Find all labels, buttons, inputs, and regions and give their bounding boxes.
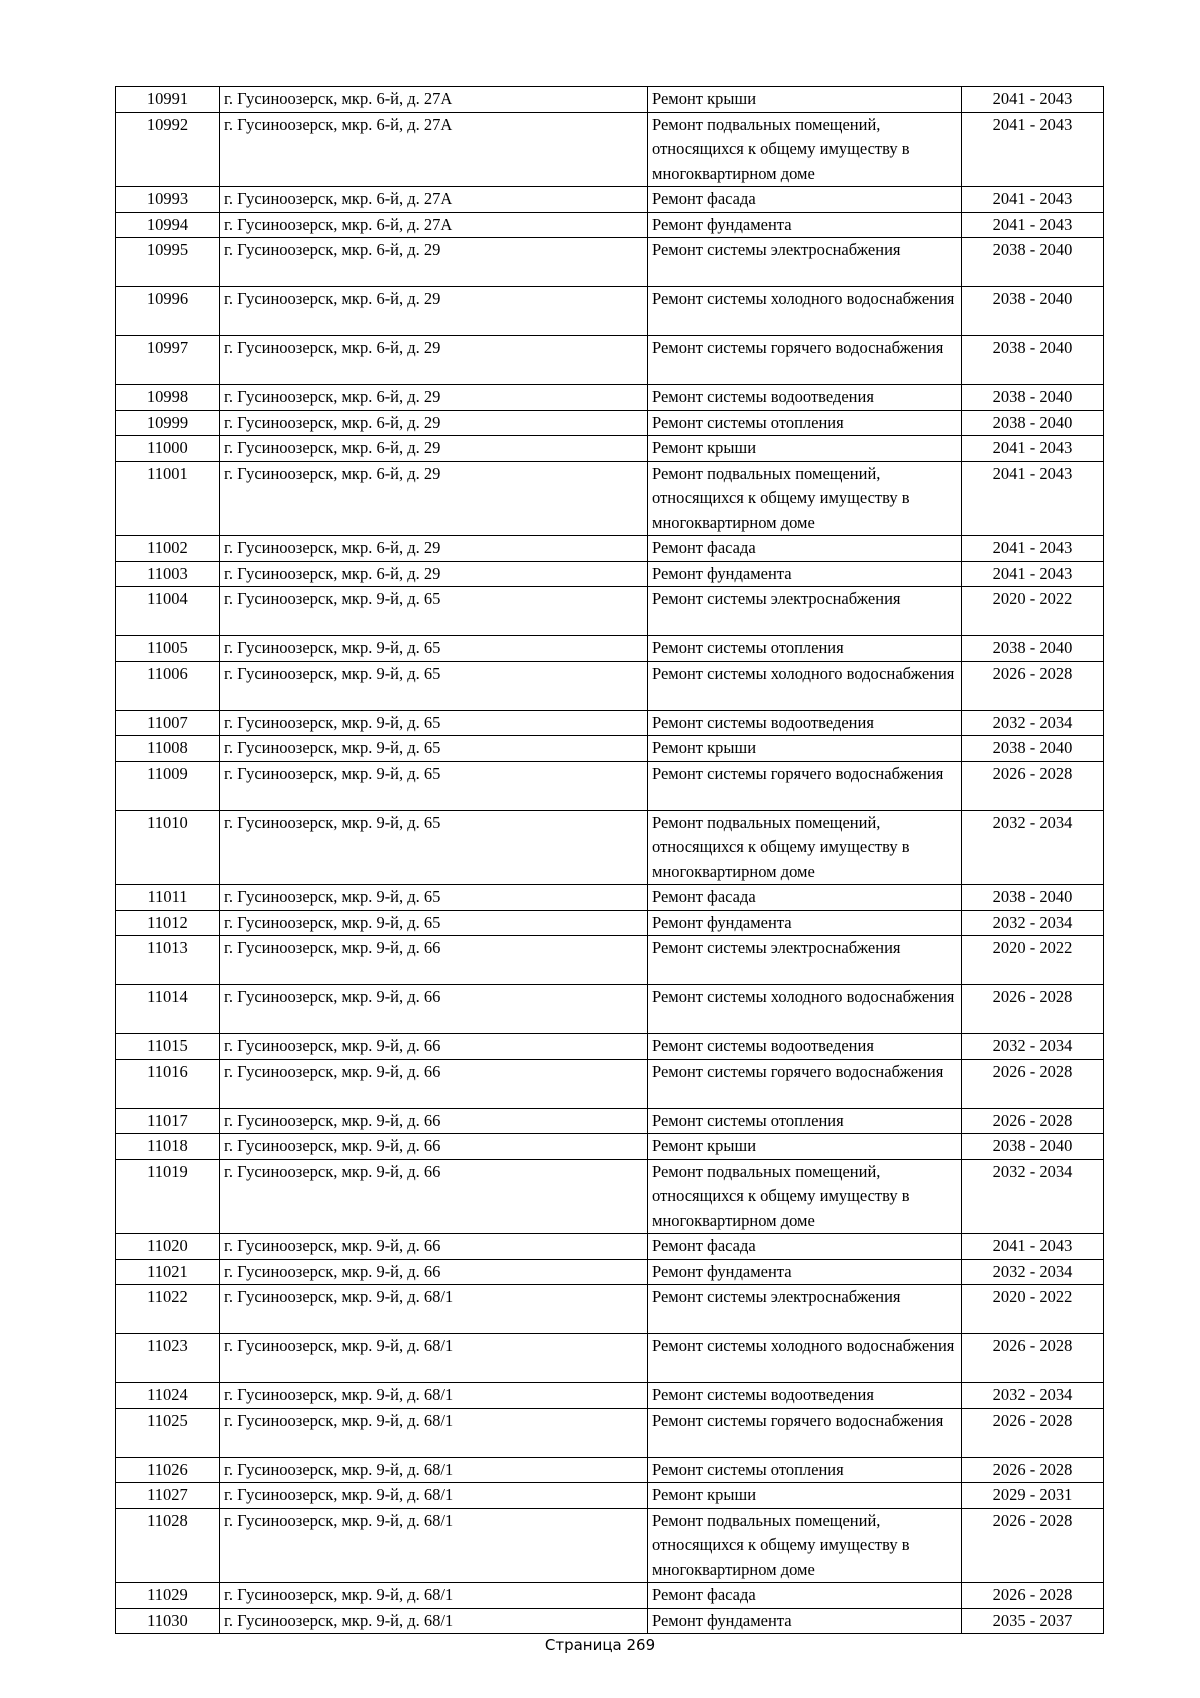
row-number-cell: 11012: [116, 910, 220, 936]
address-cell: г. Гусиноозерск, мкр. 9-й, д. 65: [220, 636, 648, 662]
address-cell: г. Гусиноозерск, мкр. 9-й, д. 66: [220, 1159, 648, 1234]
row-number-cell: 11013: [116, 936, 220, 985]
address-cell: г. Гусиноозерск, мкр. 9-й, д. 68/1: [220, 1383, 648, 1409]
page-number: Страница 269: [544, 1636, 656, 1654]
row-number-cell: 10995: [116, 238, 220, 287]
period-cell: 2041 - 2043: [962, 112, 1104, 187]
table-row: [116, 936, 1104, 985]
table-row: [116, 985, 1104, 1034]
address-cell: г. Гусиноозерск, мкр. 9-й, д. 66: [220, 1034, 648, 1060]
row-number-cell: 11026: [116, 1457, 220, 1483]
work-type-cell: Ремонт фундамента: [648, 910, 962, 936]
row-number-cell: 11023: [116, 1334, 220, 1383]
work-type-cell: Ремонт системы горячего водоснабжения: [648, 336, 962, 385]
table-row: [116, 885, 1104, 911]
address-cell: г. Гусиноозерск, мкр. 9-й, д. 68/1: [220, 1457, 648, 1483]
period-cell: 2038 - 2040: [962, 1134, 1104, 1160]
table-row: [116, 661, 1104, 710]
address-cell: г. Гусиноозерск, мкр. 9-й, д. 66: [220, 1108, 648, 1134]
work-type-cell: Ремонт фундамента: [648, 1259, 962, 1285]
period-cell: 2041 - 2043: [962, 561, 1104, 587]
row-number-cell: 11030: [116, 1608, 220, 1634]
work-type-cell: Ремонт фасада: [648, 1583, 962, 1609]
table-row: [116, 461, 1104, 536]
work-type-cell: Ремонт системы холодного водоснабжения: [648, 1334, 962, 1383]
period-cell: 2038 - 2040: [962, 636, 1104, 662]
period-cell: 2041 - 2043: [962, 212, 1104, 238]
row-number-cell: 11028: [116, 1508, 220, 1583]
work-type-cell: Ремонт крыши: [648, 436, 962, 462]
table-row: [116, 1483, 1104, 1509]
table-row: [116, 587, 1104, 636]
work-type-cell: Ремонт системы водоотведения: [648, 385, 962, 411]
work-type-cell: Ремонт системы электроснабжения: [648, 936, 962, 985]
period-cell: 2041 - 2043: [962, 461, 1104, 536]
work-type-cell: Ремонт системы холодного водоснабжения: [648, 985, 962, 1034]
address-cell: г. Гусиноозерск, мкр. 9-й, д. 65: [220, 587, 648, 636]
period-cell: 2038 - 2040: [962, 336, 1104, 385]
address-cell: г. Гусиноозерск, мкр. 6-й, д. 29: [220, 436, 648, 462]
address-cell: г. Гусиноозерск, мкр. 6-й, д. 27А: [220, 87, 648, 113]
period-cell: 2026 - 2028: [962, 1508, 1104, 1583]
period-cell: 2041 - 2043: [962, 187, 1104, 213]
address-cell: г. Гусиноозерск, мкр. 9-й, д. 68/1: [220, 1408, 648, 1457]
address-cell: г. Гусиноозерск, мкр. 9-й, д. 65: [220, 761, 648, 810]
period-cell: 2026 - 2028: [962, 761, 1104, 810]
period-cell: 2026 - 2028: [962, 1583, 1104, 1609]
address-cell: г. Гусиноозерск, мкр. 9-й, д. 66: [220, 1259, 648, 1285]
work-type-cell: Ремонт фасада: [648, 187, 962, 213]
table-row: [116, 1608, 1104, 1634]
table-row: [116, 810, 1104, 885]
table-row: [116, 736, 1104, 762]
table-row: [116, 1259, 1104, 1285]
period-cell: 2032 - 2034: [962, 1383, 1104, 1409]
row-number-cell: 11005: [116, 636, 220, 662]
row-number-cell: 11010: [116, 810, 220, 885]
table-row: [116, 187, 1104, 213]
period-cell: 2038 - 2040: [962, 885, 1104, 911]
table-row: [116, 87, 1104, 113]
row-number-cell: 11007: [116, 710, 220, 736]
work-type-cell: Ремонт фасада: [648, 536, 962, 562]
address-cell: г. Гусиноозерск, мкр. 6-й, д. 29: [220, 336, 648, 385]
work-type-cell: Ремонт системы холодного водоснабжения: [648, 287, 962, 336]
address-cell: г. Гусиноозерск, мкр. 9-й, д. 65: [220, 910, 648, 936]
address-cell: г. Гусиноозерск, мкр. 6-й, д. 29: [220, 536, 648, 562]
address-cell: г. Гусиноозерск, мкр. 9-й, д. 65: [220, 885, 648, 911]
period-cell: 2032 - 2034: [962, 810, 1104, 885]
row-number-cell: 11001: [116, 461, 220, 536]
work-type-cell: Ремонт фундамента: [648, 1608, 962, 1634]
work-type-cell: Ремонт крыши: [648, 1134, 962, 1160]
work-type-cell: Ремонт фасада: [648, 885, 962, 911]
address-cell: г. Гусиноозерск, мкр. 6-й, д. 29: [220, 410, 648, 436]
row-number-cell: 11029: [116, 1583, 220, 1609]
row-number-cell: 10992: [116, 112, 220, 187]
address-cell: г. Гусиноозерск, мкр. 9-й, д. 68/1: [220, 1508, 648, 1583]
work-type-cell: Ремонт подвальных помещений, относящихся к общему имуществу в многоквартирном доме: [648, 810, 962, 885]
row-number-cell: 11002: [116, 536, 220, 562]
work-type-cell: Ремонт системы холодного водоснабжения: [648, 661, 962, 710]
address-cell: г. Гусиноозерск, мкр. 9-й, д. 66: [220, 1234, 648, 1260]
period-cell: 2020 - 2022: [962, 936, 1104, 985]
row-number-cell: 10994: [116, 212, 220, 238]
table-row: [116, 1034, 1104, 1060]
work-type-cell: Ремонт системы отопления: [648, 1108, 962, 1134]
period-cell: 2020 - 2022: [962, 587, 1104, 636]
period-cell: 2032 - 2034: [962, 1259, 1104, 1285]
row-number-cell: 10998: [116, 385, 220, 411]
work-type-cell: Ремонт подвальных помещений, относящихся к общему имуществу в многоквартирном доме: [648, 1508, 962, 1583]
work-type-cell: Ремонт подвальных помещений, относящихся к общему имуществу в многоквартирном доме: [648, 461, 962, 536]
row-number-cell: 11011: [116, 885, 220, 911]
period-cell: 2038 - 2040: [962, 238, 1104, 287]
table-row: [116, 385, 1104, 411]
work-type-cell: Ремонт подвальных помещений, относящихся к общему имуществу в многоквартирном доме: [648, 112, 962, 187]
period-cell: 2035 - 2037: [962, 1608, 1104, 1634]
period-cell: 2026 - 2028: [962, 1334, 1104, 1383]
period-cell: 2032 - 2034: [962, 910, 1104, 936]
work-type-cell: Ремонт системы горячего водоснабжения: [648, 1059, 962, 1108]
table-row: [116, 761, 1104, 810]
address-cell: г. Гусиноозерск, мкр. 9-й, д. 65: [220, 810, 648, 885]
address-cell: г. Гусиноозерск, мкр. 9-й, д. 68/1: [220, 1285, 648, 1334]
address-cell: г. Гусиноозерск, мкр. 9-й, д. 66: [220, 985, 648, 1034]
work-type-cell: Ремонт системы электроснабжения: [648, 238, 962, 287]
work-type-cell: Ремонт системы водоотведения: [648, 1034, 962, 1060]
address-cell: г. Гусиноозерск, мкр. 9-й, д. 65: [220, 736, 648, 762]
address-cell: г. Гусиноозерск, мкр. 6-й, д. 29: [220, 385, 648, 411]
table-row: [116, 1383, 1104, 1409]
period-cell: 2026 - 2028: [962, 1108, 1104, 1134]
row-number-cell: 11009: [116, 761, 220, 810]
period-cell: 2029 - 2031: [962, 1483, 1104, 1509]
address-cell: г. Гусиноозерск, мкр. 9-й, д. 68/1: [220, 1583, 648, 1609]
period-cell: 2041 - 2043: [962, 436, 1104, 462]
address-cell: г. Гусиноозерск, мкр. 6-й, д. 29: [220, 238, 648, 287]
period-cell: 2026 - 2028: [962, 1457, 1104, 1483]
table-row: [116, 1234, 1104, 1260]
work-type-cell: Ремонт системы электроснабжения: [648, 587, 962, 636]
row-number-cell: 11006: [116, 661, 220, 710]
period-cell: 2032 - 2034: [962, 1034, 1104, 1060]
work-type-cell: Ремонт системы водоотведения: [648, 1383, 962, 1409]
address-cell: г. Гусиноозерск, мкр. 6-й, д. 29: [220, 287, 648, 336]
address-cell: г. Гусиноозерск, мкр. 9-й, д. 68/1: [220, 1608, 648, 1634]
table-row: [116, 1059, 1104, 1108]
address-cell: г. Гусиноозерск, мкр. 6-й, д. 27А: [220, 187, 648, 213]
work-type-cell: Ремонт крыши: [648, 736, 962, 762]
table-row: [116, 536, 1104, 562]
table-body: [116, 87, 1104, 1634]
address-cell: г. Гусиноозерск, мкр. 9-й, д. 65: [220, 661, 648, 710]
work-type-cell: Ремонт системы отопления: [648, 636, 962, 662]
table-row: [116, 410, 1104, 436]
row-number-cell: 10991: [116, 87, 220, 113]
row-number-cell: 11021: [116, 1259, 220, 1285]
table-row: [116, 287, 1104, 336]
period-cell: 2026 - 2028: [962, 985, 1104, 1034]
row-number-cell: 10996: [116, 287, 220, 336]
period-cell: 2032 - 2034: [962, 710, 1104, 736]
table-row: [116, 1583, 1104, 1609]
row-number-cell: 11018: [116, 1134, 220, 1160]
table-row: [116, 1159, 1104, 1234]
table-row: [116, 212, 1104, 238]
work-type-cell: Ремонт системы горячего водоснабжения: [648, 1408, 962, 1457]
row-number-cell: 11015: [116, 1034, 220, 1060]
table-row: [116, 336, 1104, 385]
row-number-cell: 11004: [116, 587, 220, 636]
row-number-cell: 11020: [116, 1234, 220, 1260]
row-number-cell: 11025: [116, 1408, 220, 1457]
work-type-cell: Ремонт системы водоотведения: [648, 710, 962, 736]
address-cell: г. Гусиноозерск, мкр. 6-й, д. 29: [220, 561, 648, 587]
table-row: [116, 561, 1104, 587]
row-number-cell: 11022: [116, 1285, 220, 1334]
period-cell: 2020 - 2022: [962, 1285, 1104, 1334]
table-row: [116, 112, 1104, 187]
row-number-cell: 11008: [116, 736, 220, 762]
table-row: [116, 1457, 1104, 1483]
row-number-cell: 10993: [116, 187, 220, 213]
period-cell: 2041 - 2043: [962, 87, 1104, 113]
row-number-cell: 11019: [116, 1159, 220, 1234]
table-row: [116, 436, 1104, 462]
period-cell: 2041 - 2043: [962, 536, 1104, 562]
work-type-cell: Ремонт системы отопления: [648, 410, 962, 436]
work-type-cell: Ремонт системы горячего водоснабжения: [648, 761, 962, 810]
address-cell: г. Гусиноозерск, мкр. 6-й, д. 27А: [220, 212, 648, 238]
work-type-cell: Ремонт системы отопления: [648, 1457, 962, 1483]
row-number-cell: 11000: [116, 436, 220, 462]
address-cell: г. Гусиноозерск, мкр. 9-й, д. 65: [220, 710, 648, 736]
work-type-cell: Ремонт фундамента: [648, 561, 962, 587]
address-cell: г. Гусиноозерск, мкр. 6-й, д. 29: [220, 461, 648, 536]
work-type-cell: Ремонт фасада: [648, 1234, 962, 1260]
table-row: [116, 1508, 1104, 1583]
row-number-cell: 10997: [116, 336, 220, 385]
address-cell: г. Гусиноозерск, мкр. 9-й, д. 66: [220, 936, 648, 985]
work-type-cell: Ремонт системы электроснабжения: [648, 1285, 962, 1334]
table-row: [116, 238, 1104, 287]
table-row: [116, 1334, 1104, 1383]
row-number-cell: 11027: [116, 1483, 220, 1509]
period-cell: 2041 - 2043: [962, 1234, 1104, 1260]
work-type-cell: Ремонт крыши: [648, 87, 962, 113]
table-row: [116, 636, 1104, 662]
table-row: [116, 910, 1104, 936]
table-row: [116, 1285, 1104, 1334]
address-cell: г. Гусиноозерск, мкр. 9-й, д. 66: [220, 1059, 648, 1108]
work-type-cell: Ремонт подвальных помещений, относящихся к общему имуществу в многоквартирном доме: [648, 1159, 962, 1234]
table-row: [116, 1108, 1104, 1134]
period-cell: 2038 - 2040: [962, 410, 1104, 436]
address-cell: г. Гусиноозерск, мкр. 9-й, д. 68/1: [220, 1334, 648, 1383]
address-cell: г. Гусиноозерск, мкр. 6-й, д. 27А: [220, 112, 648, 187]
period-cell: 2026 - 2028: [962, 1408, 1104, 1457]
period-cell: 2038 - 2040: [962, 385, 1104, 411]
row-number-cell: 11024: [116, 1383, 220, 1409]
row-number-cell: 11014: [116, 985, 220, 1034]
row-number-cell: 10999: [116, 410, 220, 436]
address-cell: г. Гусиноозерск, мкр. 9-й, д. 66: [220, 1134, 648, 1160]
period-cell: 2026 - 2028: [962, 661, 1104, 710]
row-number-cell: 11016: [116, 1059, 220, 1108]
table-row: [116, 1134, 1104, 1160]
row-number-cell: 11017: [116, 1108, 220, 1134]
address-cell: г. Гусиноозерск, мкр. 9-й, д. 68/1: [220, 1483, 648, 1509]
period-cell: 2026 - 2028: [962, 1059, 1104, 1108]
period-cell: 2032 - 2034: [962, 1159, 1104, 1234]
period-cell: 2038 - 2040: [962, 287, 1104, 336]
repair-schedule-table: [115, 86, 1104, 1634]
work-type-cell: Ремонт крыши: [648, 1483, 962, 1509]
row-number-cell: 11003: [116, 561, 220, 587]
work-type-cell: Ремонт фундамента: [648, 212, 962, 238]
period-cell: 2038 - 2040: [962, 736, 1104, 762]
table-row: [116, 1408, 1104, 1457]
table-row: [116, 710, 1104, 736]
